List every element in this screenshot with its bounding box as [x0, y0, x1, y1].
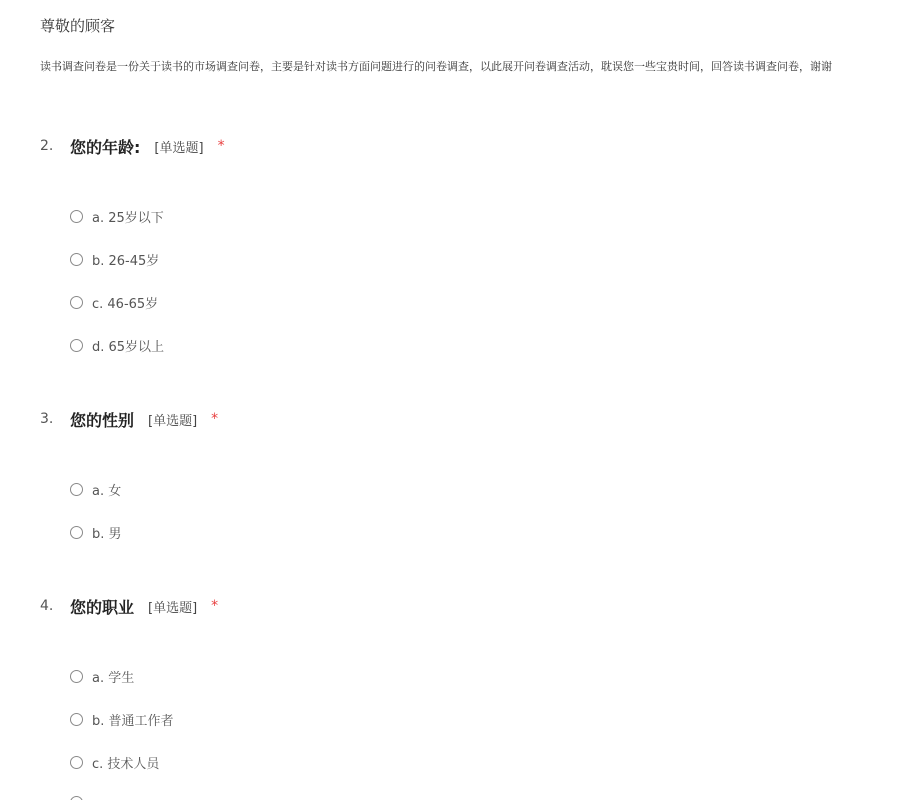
question-type-label: [单选题]	[154, 140, 204, 156]
question-type-label: [单选题]	[148, 413, 198, 429]
radio-button[interactable]	[70, 296, 83, 309]
question-number: 3.	[40, 411, 54, 427]
radio-button[interactable]	[70, 339, 83, 352]
option-label: a. 25岁以下	[92, 210, 164, 226]
required-marker: *	[211, 411, 219, 427]
option-occupation-worker[interactable]	[70, 710, 174, 728]
question-occupation-header	[40, 594, 218, 618]
option-label: b. 26-45岁	[92, 253, 160, 269]
option-label: b. 普通工作者	[92, 713, 174, 729]
radio-button[interactable]	[70, 526, 83, 539]
radio-button[interactable]	[70, 210, 83, 223]
question-number: 2.	[40, 138, 54, 154]
option-label: d. 65岁以上	[92, 339, 165, 355]
radio-button[interactable]	[70, 756, 83, 769]
radio-button[interactable]	[70, 796, 83, 800]
option-age-26-45[interactable]	[70, 250, 159, 268]
option-label: a. 女	[92, 483, 122, 499]
option-label: c. 技术人员	[92, 756, 160, 772]
option-label: b. 男	[92, 526, 122, 542]
question-number: 4.	[40, 598, 54, 614]
question-type-label: [单选题]	[148, 600, 198, 616]
intro-text: 读书调查问卷是一份关于读书的市场调查问卷，主要是针对读书方面问题进行的问卷调查，以此展开问卷调查活动，耽误您一些宝贵时间，回答读书调查问卷，谢谢	[40, 60, 832, 73]
option-label: c. 46-65岁	[92, 296, 159, 312]
radio-button[interactable]	[70, 670, 83, 683]
greeting-text: 尊敬的顾客	[40, 17, 116, 35]
radio-button[interactable]	[70, 253, 83, 266]
required-marker: *	[211, 598, 219, 614]
question-title: 您的性别	[70, 410, 135, 430]
option-age-46-65[interactable]	[70, 293, 158, 311]
option-occupation-partial[interactable]	[70, 793, 92, 800]
option-gender-female[interactable]	[70, 480, 121, 498]
radio-button[interactable]	[70, 713, 83, 726]
required-marker: *	[217, 138, 225, 154]
option-occupation-student[interactable]	[70, 667, 134, 685]
question-age-header	[40, 134, 225, 158]
question-title: 您的年龄:	[70, 137, 141, 157]
option-gender-male[interactable]	[70, 523, 122, 541]
radio-button[interactable]	[70, 483, 83, 496]
option-age-under-25[interactable]	[70, 207, 164, 225]
option-occupation-technician[interactable]	[70, 753, 159, 771]
option-label: a. 学生	[92, 670, 135, 686]
question-title: 您的职业	[70, 597, 135, 617]
question-gender-header	[40, 407, 218, 431]
option-age-over-65[interactable]	[70, 336, 164, 354]
